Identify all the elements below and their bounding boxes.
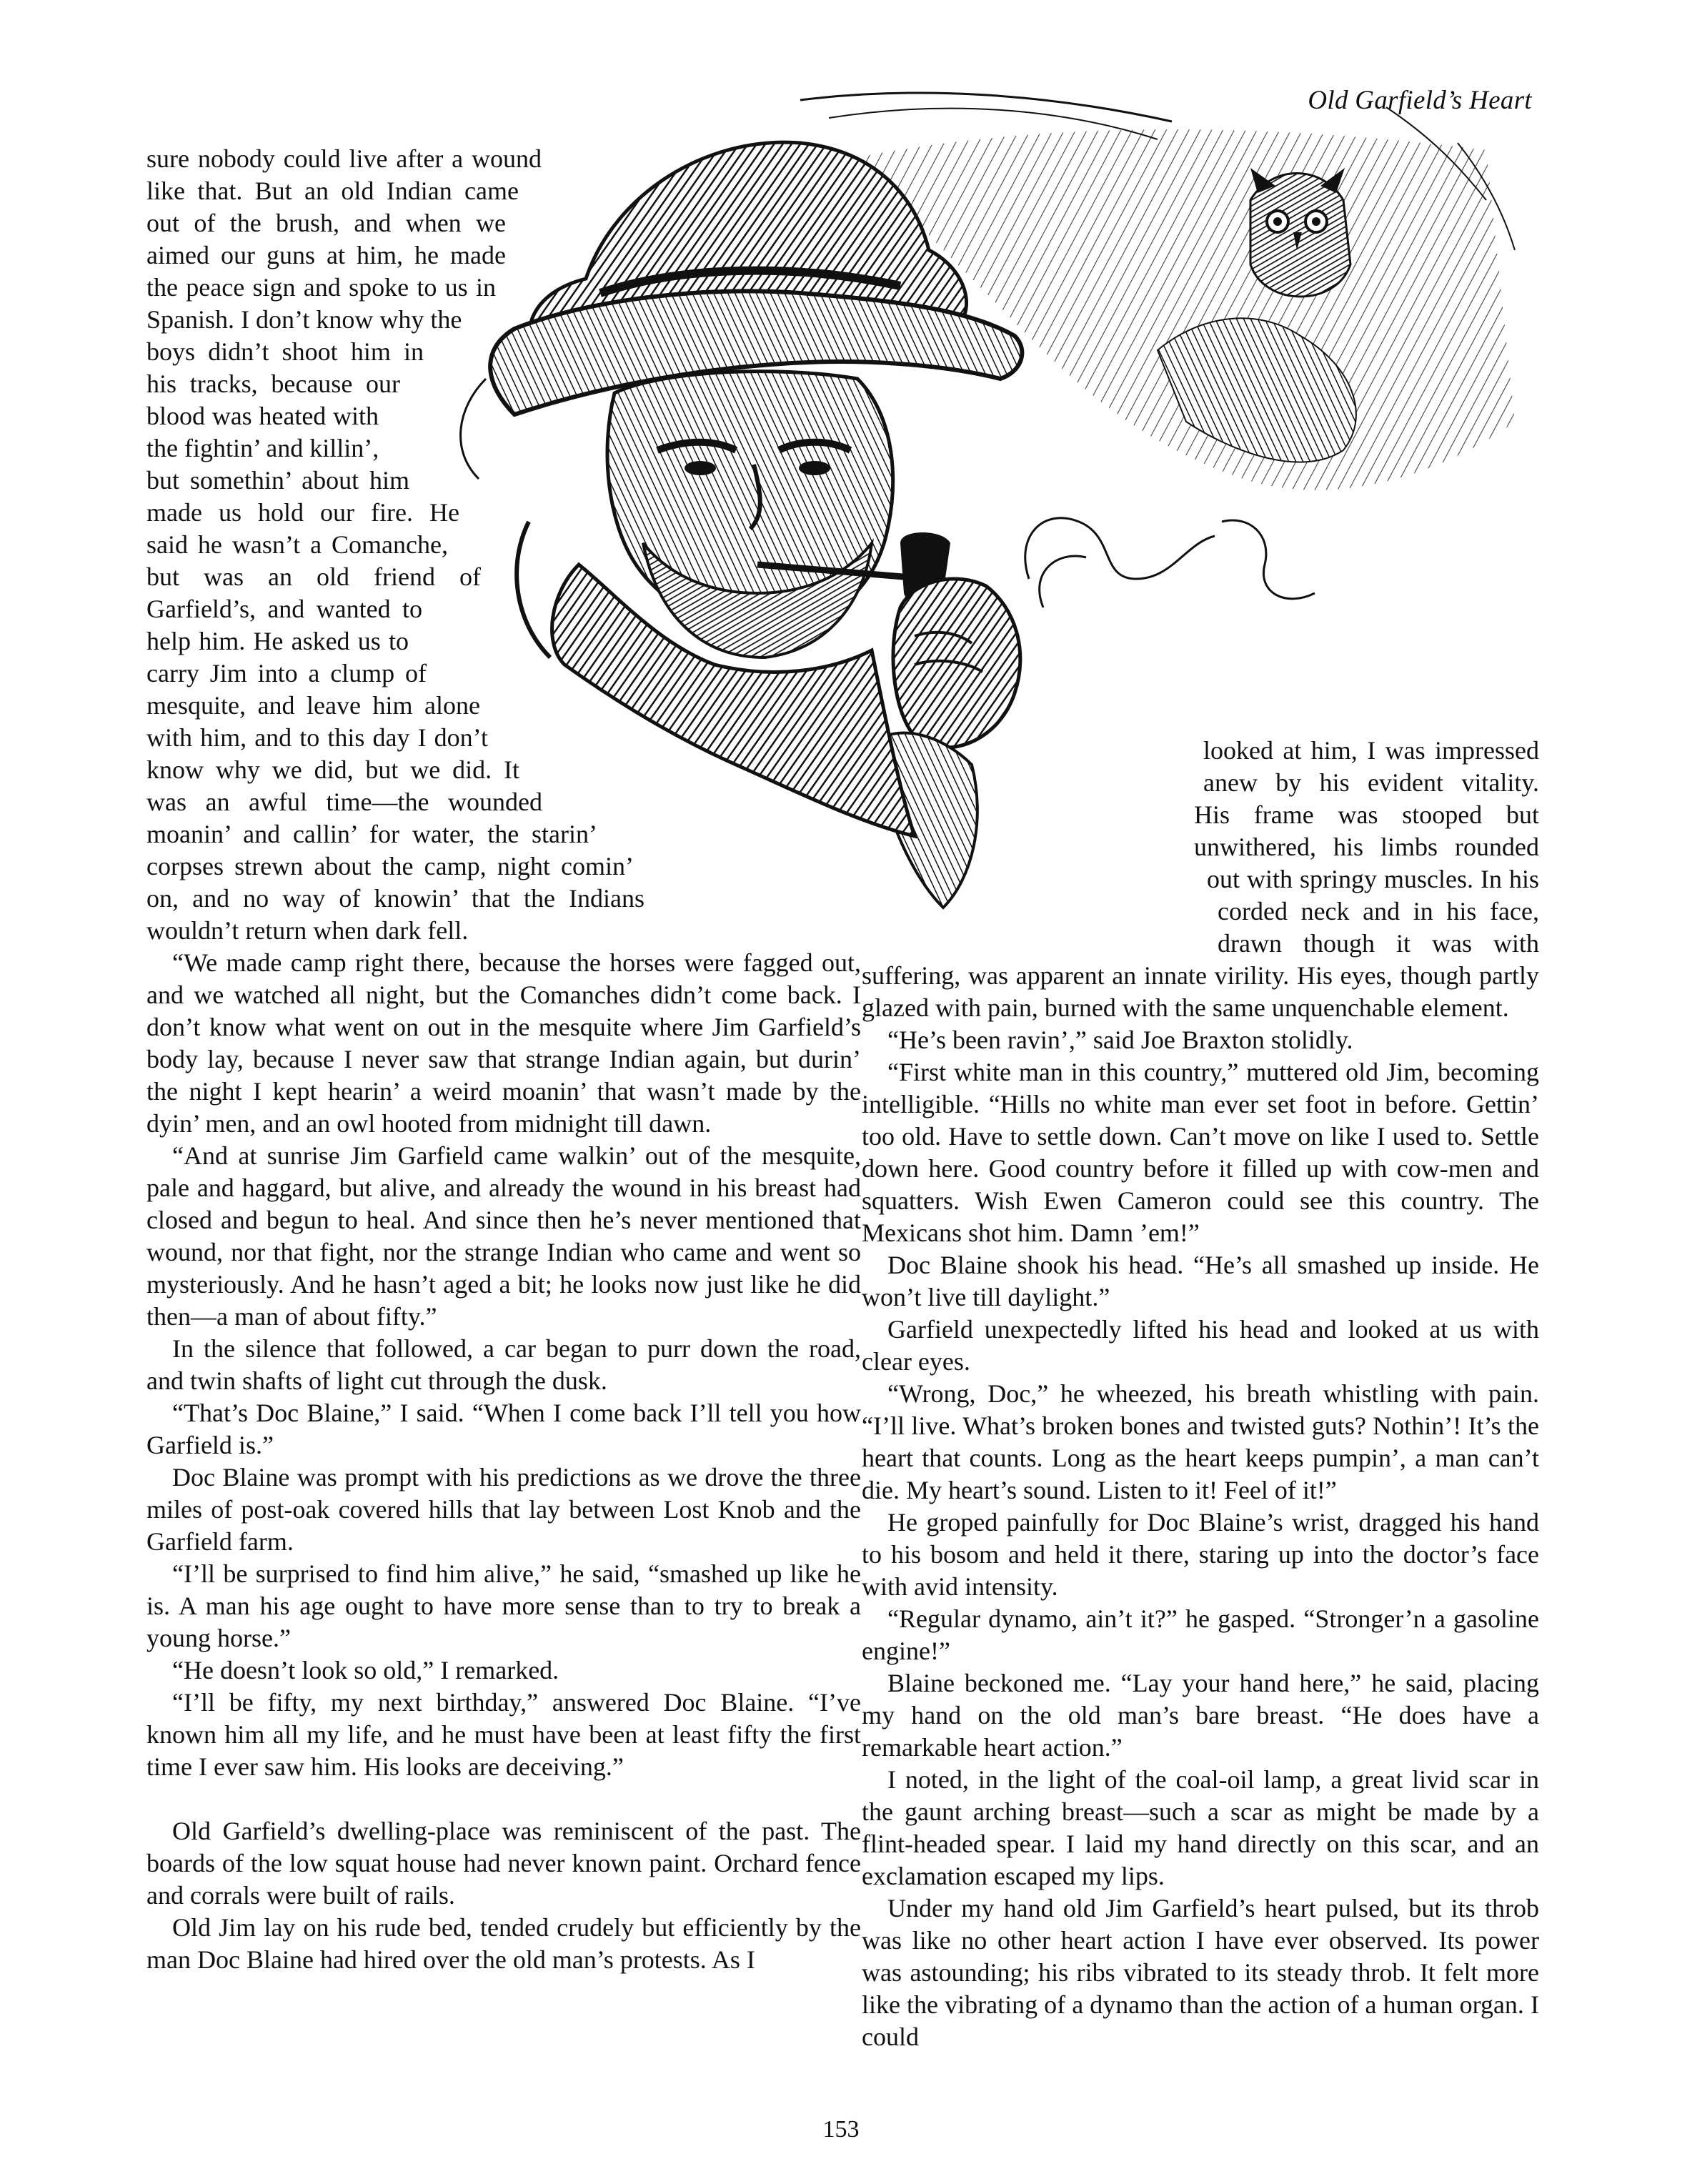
- text-line: said he wasn’t a Comanche,: [146, 530, 448, 559]
- paragraph: “I’ll be surprised to find him alive,” he said, “smashed up like he is. A man his age ought to have more sense than to try to break a young horse.”: [146, 1559, 861, 1652]
- text-line: with him, and to this day I don’t: [146, 723, 488, 752]
- right-column: [862, 735, 1539, 2053]
- text-line: carry Jim into a clump of: [146, 659, 427, 688]
- text-line: on, and no way of knowin’ that the Indians: [146, 884, 645, 913]
- section-break: [146, 1783, 861, 1815]
- paragraph: Doc Blaine was prompt with his predictions as we drove the three miles of post-oak covered hills that lay between Lost Knob and the Garfield farm.: [146, 1463, 861, 1556]
- paragraph: Doc Blaine shook his head. “He’s all smashed up inside. He won’t live till daylight.”: [862, 1251, 1539, 1311]
- wrapped-paragraph: [1194, 735, 1539, 960]
- text-line: his tracks, because our: [146, 369, 400, 398]
- wrapped-paragraph: [146, 143, 861, 947]
- text-line: out of the brush, and when we: [146, 209, 506, 237]
- paragraph: Old Garfield’s dwelling-place was reminiscent of the past. The boards of the low squat house had never known paint. Orchard fence and corrals were built of rails.: [146, 1817, 861, 1910]
- paragraph: Garfield unexpectedly lifted his head and looked at us with clear eyes.: [862, 1315, 1539, 1376]
- paragraph: “We made camp right there, because the horses were fagged out, and we watched all night, but the Comanches didn’t come back. I don’t know what went on out in the mesquite where Jim Garfield’s body lay, because I never saw that strange Indian again, but durin’ the night I kept hearin’ a weird moanin’ that wasn’t made by the dyin’ men, and an owl hooted from midnight till dawn.: [146, 948, 861, 1138]
- text-line: but was an old friend of: [146, 562, 481, 591]
- paragraph: “And at sunrise Jim Garfield came walkin’ out of the mesquite, pale and haggard, but alive, and already the wound in his breast had closed and begun to heal. And since then he’s never mentioned that wound, nor that fight, nor the strange Indian who came and went so mysteriously. And he hasn’t aged a bit; he looks now just like he did then—a man of about fifty.”: [146, 1141, 861, 1331]
- text-line: boys didn’t shoot him in: [146, 337, 424, 366]
- paragraph: I noted, in the light of the coal-oil lamp, a great livid scar in the gaunt arching breast—such a scar as might be made by a flint-headed spear. I laid my hand directly on this scar, and an exclamation escaped my lips.: [862, 1765, 1539, 1890]
- paragraph: In the silence that followed, a car began to purr down the road, and twin shafts of light cut through the dusk.: [146, 1334, 861, 1395]
- text-line: made us hold our fire. He: [146, 498, 459, 527]
- paragraph: “I’ll be fifty, my next birthday,” answered Doc Blaine. “I’ve known him all my life, and he must have been at least fifty the first time I ever saw him. His looks are deceiving.”: [146, 1688, 861, 1781]
- left-column: [146, 143, 861, 1976]
- paragraph: “He doesn’t look so old,” I remarked.: [172, 1656, 559, 1684]
- paragraph: suffering, was apparent an innate virility. His eyes, though partly glazed with pain, burned with the same unquenchable element.: [862, 961, 1539, 1022]
- text-line: moanin’ and callin’ for water, the starin’: [146, 820, 597, 848]
- text-line: Garfield’s, and wanted to: [146, 595, 422, 623]
- paragraph: “That’s Doc Blaine,” I said. “When I come back I’ll tell you how Garfield is.”: [146, 1399, 861, 1459]
- paragraph: Old Jim lay on his rude bed, tended crudely but efficiently by the man Doc Blaine had hired over the old man’s protests. As I: [146, 1913, 861, 1974]
- text-line: corded neck and in his face,: [1218, 897, 1539, 925]
- text-line: drawn though it was with: [1218, 929, 1539, 958]
- paragraph: “First white man in this country,” muttered old Jim, becoming intelligible. “Hills no white man ever set foot in before. Gettin’ too old. Have to settle down. Can’t move on like I used to. Settle down here. Good country before it filled up with cow-men and squatters. Wish Ewen Cameron could see this country. The Mexicans shot him. Damn ’em!”: [862, 1058, 1539, 1247]
- text-line: was an awful time—the wounded: [146, 788, 542, 816]
- smoke-curls: [1025, 518, 1315, 607]
- text-line: corpses strewn about the camp, night comin’: [146, 852, 634, 880]
- text-line: Spanish. I don’t know why the: [146, 305, 462, 334]
- text-line: unwithered, his limbs rounded: [1194, 833, 1539, 861]
- text-line: like that. But an old Indian came: [146, 177, 519, 205]
- text-line: looked at him, I was impressed: [1203, 736, 1539, 765]
- text-line: know why we did, but we did. It: [146, 755, 519, 784]
- text-line: but somethin’ about him: [146, 466, 409, 495]
- text-line: out with springy muscles. In his: [1207, 865, 1539, 893]
- paragraph: “Wrong, Doc,” he wheezed, his breath whistling with pain. “I’ll live. What’s broken bones and twisted guts? Nothin’! It’s the heart that counts. Long as the heart keeps pumpin’, a man can’t die. My heart’s sound. Listen to it! Feel of it!”: [862, 1379, 1539, 1504]
- page-number: 153: [822, 2116, 860, 2143]
- paragraph: “He’s been ravin’,” said Joe Braxton stolidly.: [887, 1026, 1353, 1054]
- paragraph: He groped painfully for Doc Blaine’s wrist, dragged his hand to his bosom and held it there, staring up into the doctor’s face with avid intensity.: [862, 1508, 1539, 1601]
- text-line: the fightin’ and killin’,: [146, 434, 379, 462]
- paragraph: Under my hand old Jim Garfield’s heart pulsed, but its throb was like no other heart action I have ever observed. Its power was astounding; his ribs vibrated to its steady throb. It felt more like the vibrating of a dynamo than the action of a human organ. I could: [862, 1894, 1539, 2051]
- text-line: mesquite, and leave him alone: [146, 691, 480, 720]
- running-head: Old Garfield’s Heart: [1308, 86, 1532, 115]
- text-line: wouldn’t return when dark fell.: [146, 916, 469, 945]
- paragraph: Blaine beckoned me. “Lay your hand here,” he said, placing my hand on the old man’s bare breast. “He does have a remarkable heart action.”: [862, 1669, 1539, 1762]
- text-line: the peace sign and spoke to us in: [146, 273, 496, 302]
- paragraph: “Regular dynamo, ain’t it?” he gasped. “Stronger’n a gasoline engine!”: [862, 1604, 1539, 1665]
- text-line: help him. He asked us to: [146, 627, 409, 655]
- text-line: aimed our guns at him, he made: [146, 241, 506, 269]
- text-line: anew by his evident vitality.: [1203, 768, 1539, 797]
- text-line: sure nobody could live after a wound: [146, 144, 542, 173]
- text-line: His frame was stooped but: [1194, 800, 1539, 829]
- text-line: blood was heated with: [146, 402, 379, 430]
